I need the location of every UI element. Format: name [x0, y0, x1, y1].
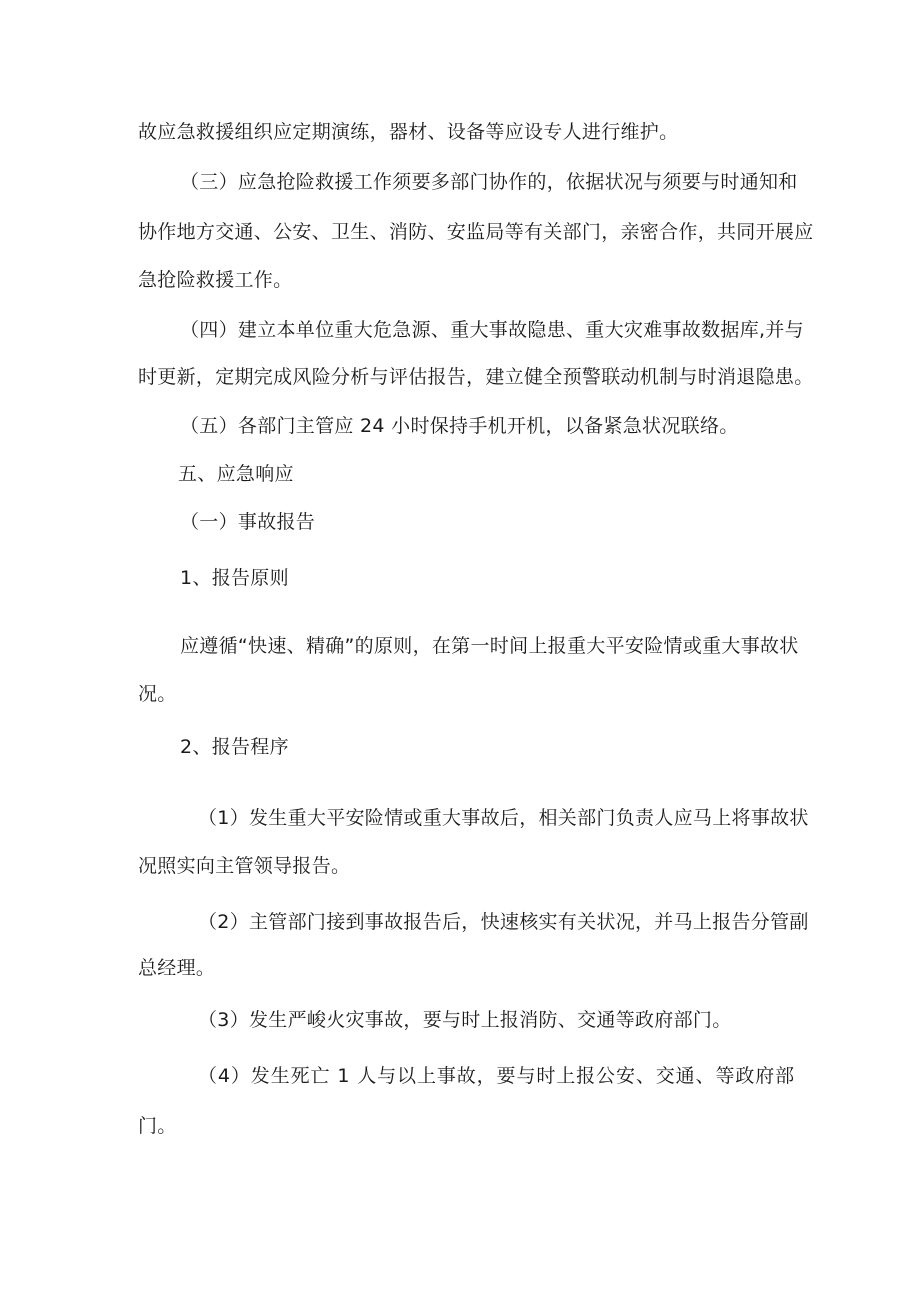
paragraph-line: 应遵循“快速、精确”的原则，在第一时间上报重大平安险情或重大事故状 [180, 635, 799, 657]
paragraph-line: 故应急救援组织应定期演练，器材、设备等应设专人进行维护。 [138, 121, 679, 143]
paragraph-line: 况。 [138, 683, 177, 705]
item-heading: 1、报告原则 [180, 567, 289, 589]
paragraph-line: 门。 [138, 1115, 177, 1137]
paragraph-line: 时更新，定期完成风险分析与评估报告，建立健全预警联动机制与时消退隐患。 [138, 366, 814, 388]
paragraph-line: 总经理。 [138, 957, 216, 979]
paragraph-line: （3）发生严峻火灾事故，要与时上报消防、交通等政府部门。 [198, 1009, 732, 1031]
item-heading: 2、报告程序 [180, 736, 289, 758]
paragraph-line: （1）发生重大平安险情或重大事故后，相关部门负责人应马上将事故状 [198, 807, 809, 829]
paragraph-line: （五）各部门主管应 24 小时保持手机开机，以备紧急状况联络。 [180, 415, 739, 437]
paragraph-line: 况照实向主管领导报告。 [138, 855, 351, 877]
paragraph-line: （2）主管部门接到事故报告后，快速核实有关状况，并马上报告分管副 [198, 911, 809, 933]
paragraph-line: （4）发生死亡 1 人与以上事故，要与时上报公安、交通、等政府部 [198, 1065, 796, 1087]
paragraph-line: 协作地方交通、公安、卫生、消防、安监局等有关部门，亲密合作，共同开展应 [138, 221, 814, 243]
paragraph-line: （四）建立本单位重大危急源、重大事故隐患、重大灾难事故数据库,并与 [180, 319, 804, 341]
section-heading: 五、应急响应 [178, 463, 294, 485]
subsection-heading: （一）事故报告 [180, 511, 316, 533]
paragraph-line: 急抢险救援工作。 [138, 269, 293, 291]
paragraph-line: （三）应急抢险救援工作须要多部门协作的，依据状况与须要与时通知和 [180, 171, 798, 193]
